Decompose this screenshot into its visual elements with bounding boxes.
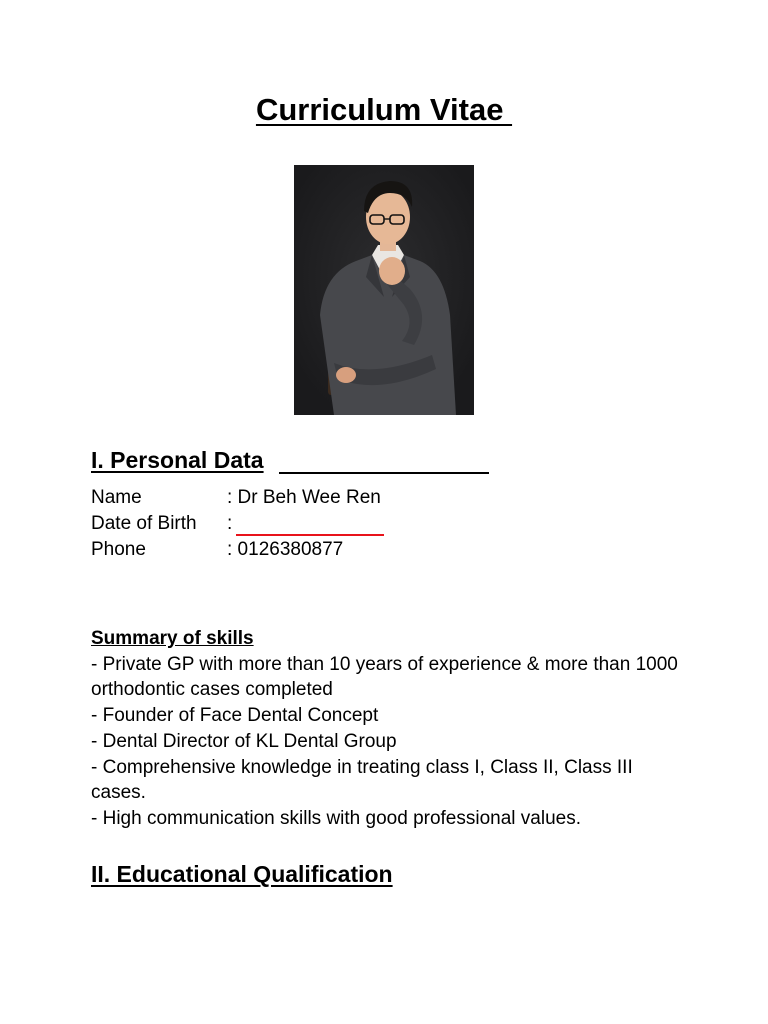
page-title: Curriculum Vitae	[255, 92, 513, 127]
education-heading: II. Educational Qualification	[91, 861, 393, 887]
profile-photo	[294, 165, 474, 415]
dob-blank-line	[236, 514, 384, 536]
personal-data-heading	[91, 447, 264, 474]
skills-heading: Summary of skills	[91, 628, 254, 649]
field-value-phone: : 0126380877	[227, 539, 344, 560]
personal-data-heading-text: I. Personal Data	[91, 447, 264, 473]
skills-item: - High communication skills with good professional values.	[91, 807, 582, 829]
skills-section	[91, 626, 681, 832]
dob-colon: :	[227, 513, 233, 534]
portrait-illustration	[294, 165, 474, 415]
field-value-name: : Dr Beh Wee Ren	[227, 487, 381, 508]
field-label-name: Name	[91, 487, 142, 508]
skills-item: - Founder of Face Dental Concept	[91, 705, 379, 727]
field-label-phone: Phone	[91, 539, 146, 560]
heading-underline	[279, 472, 489, 474]
skills-item: - Dental Director of KL Dental Group	[91, 730, 397, 752]
field-label-dob: Date of Birth	[91, 513, 197, 534]
skills-item: - Private GP with more than 10 years of experience & more than 1000 orthodontic cases completed	[91, 653, 678, 701]
skills-item: - Comprehensive knowledge in treating class I, Class II, Class III cases.	[91, 756, 633, 804]
field-value-dob	[227, 512, 384, 536]
